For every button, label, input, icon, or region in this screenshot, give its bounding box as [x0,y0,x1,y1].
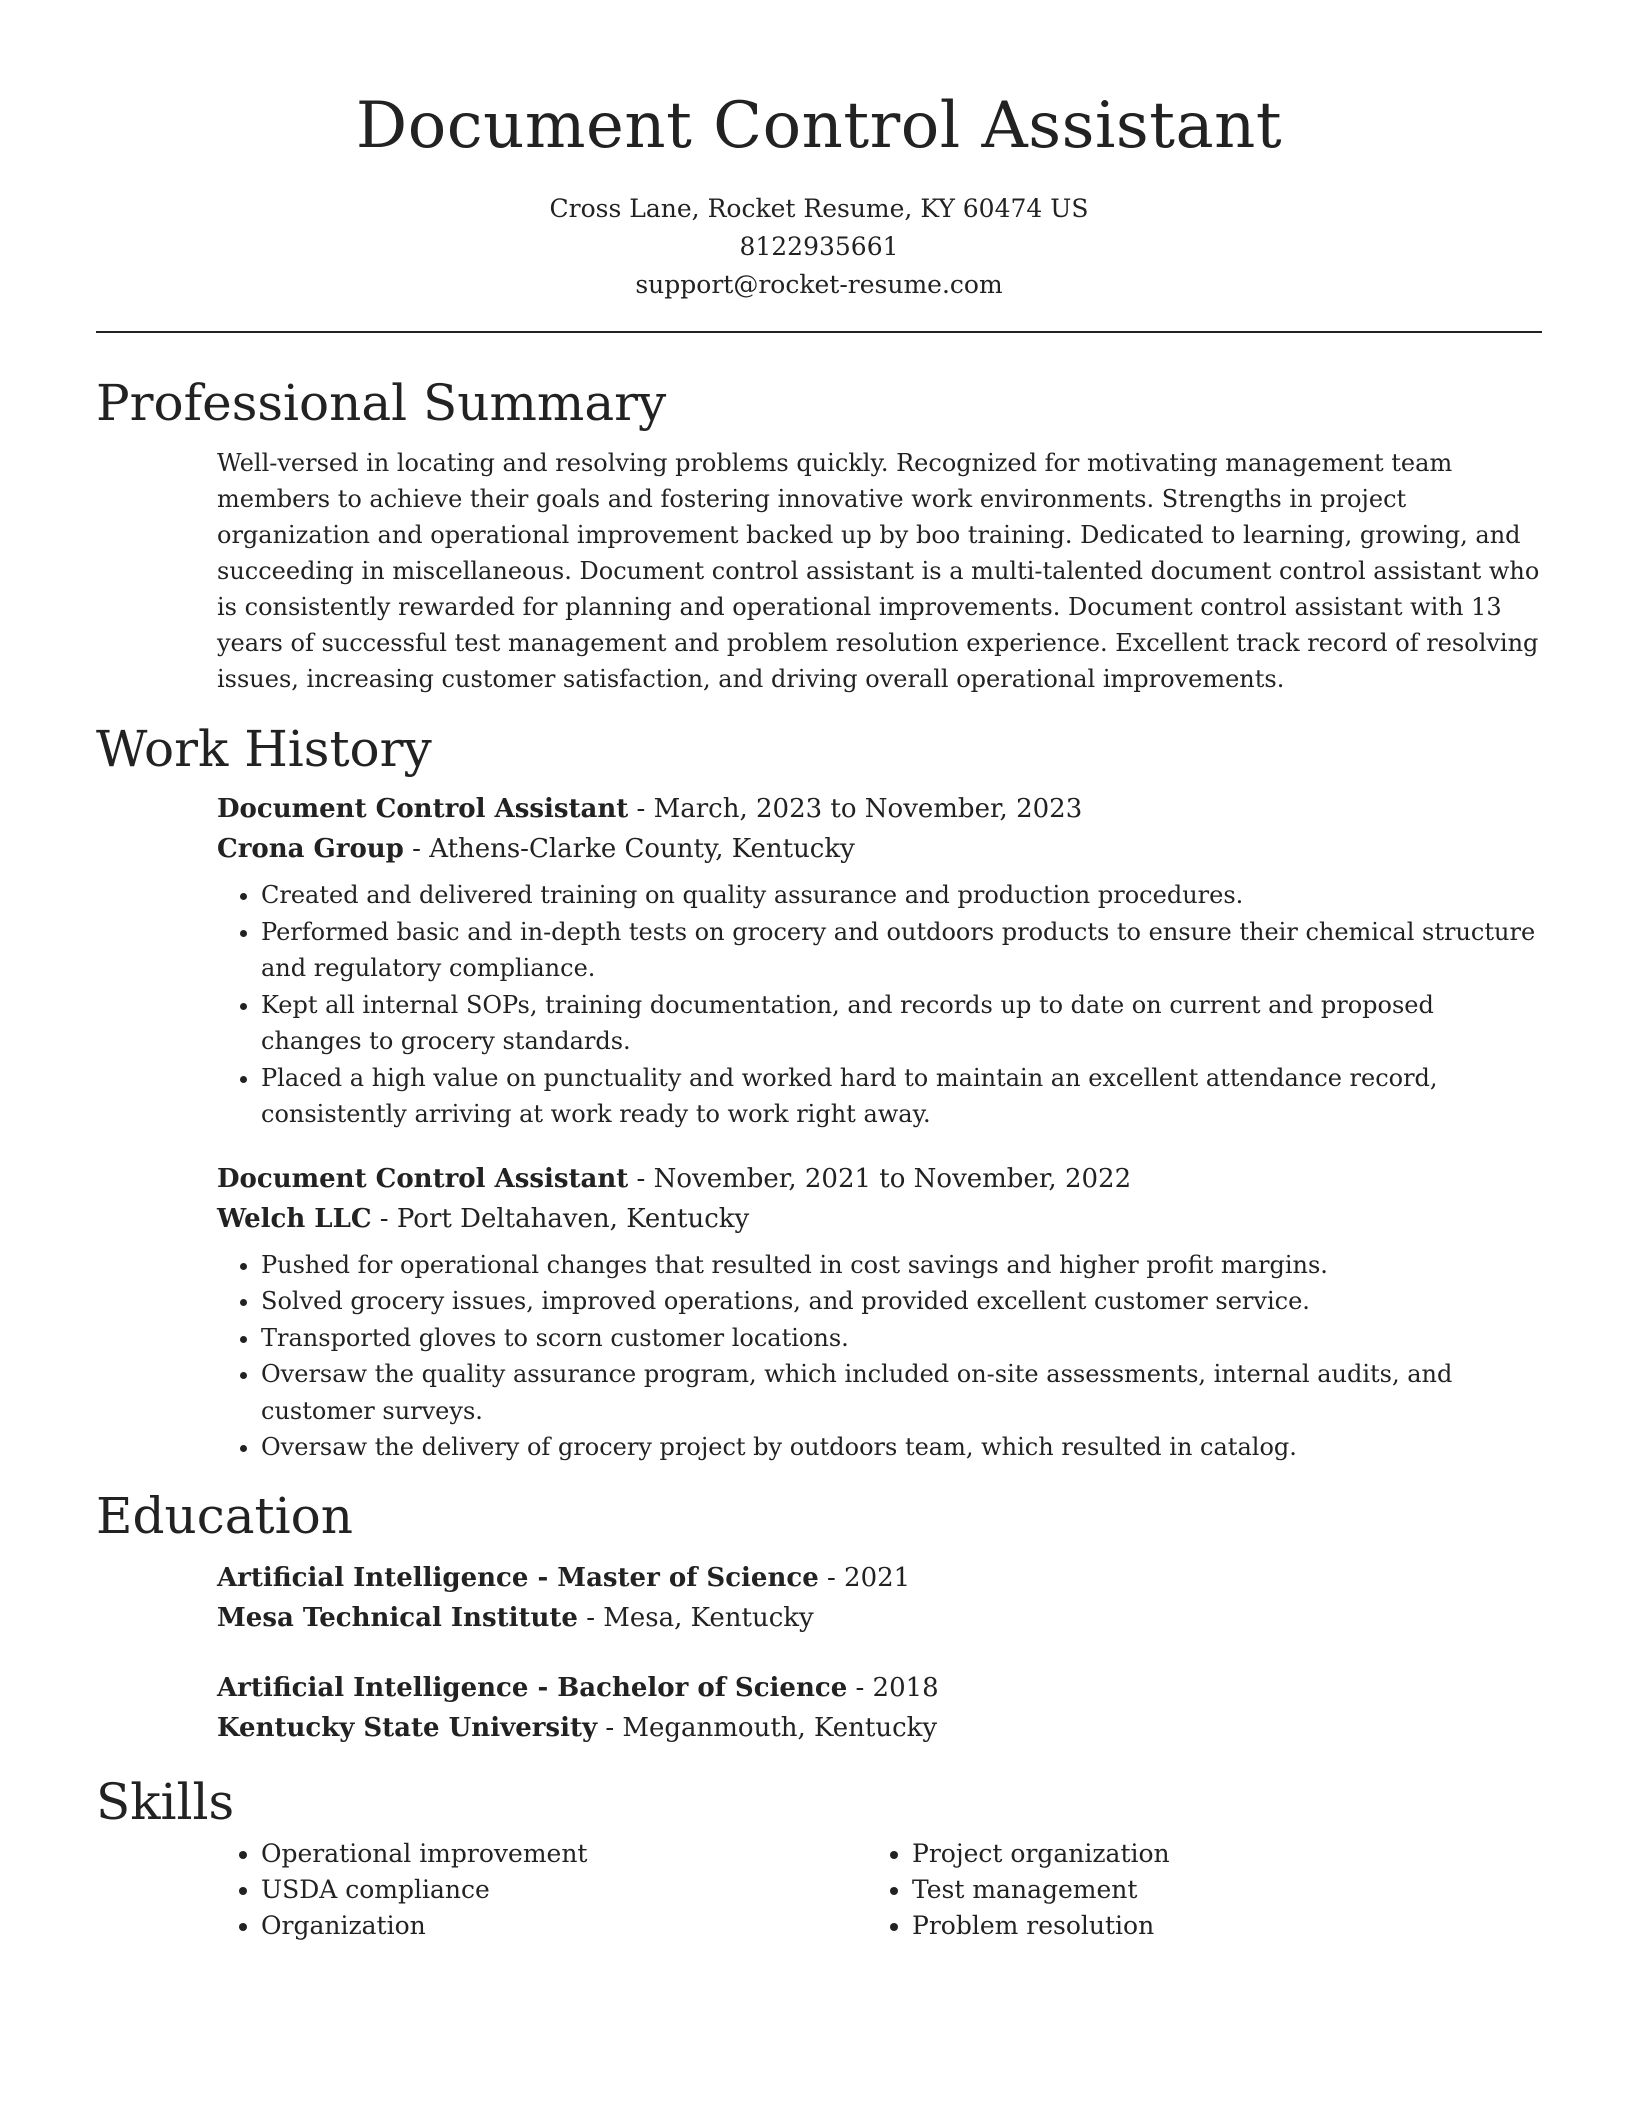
school-name: Mesa Technical Institute [217,1602,578,1633]
job-dates: - March, 2023 to November, 2023 [628,794,1083,824]
job-title-line [217,789,1542,829]
degree-year: - 2021 [818,1562,911,1593]
job-role: Document Control Assistant [217,1163,629,1194]
degree-field: Artificial Intelligence [217,1672,529,1703]
work-history [217,789,1542,1466]
phone: 8122935661 [739,232,899,261]
job-location: - Port Deltahaven, Kentucky [371,1203,750,1234]
skill-item: • Problem resolution [912,1908,1519,1944]
list-item: • Placed a high value on punctuality and worked hard to maintain an excellent attendance record, consistently arriving at work ready to work right away. [261,1060,1542,1133]
skill-item: • USDA compliance [261,1872,868,1908]
list-item: • Pushed for operational changes that resulted in cost savings and higher profit margins. [261,1247,1542,1284]
list-item: • Transported gloves to scorn customer locations. [261,1320,1542,1357]
school-line [217,1598,1542,1638]
list-item: • Kept all internal SOPs, training documentation, and records up to date on current and proposed changes to grocery standards. [261,987,1542,1060]
school-location: - Mesa, Kentucky [577,1602,814,1633]
address: Cross Lane, Rocket Resume, KY 60474 US [549,194,1089,223]
job-duties [217,877,1542,1133]
resume-name: Document Control Assistant [355,89,1283,163]
skill-item: • Test management [912,1872,1519,1908]
summary-heading: Professional Summary [96,374,667,432]
list-item: • Created and delivered training on quality assurance and production procedures. [261,877,1542,914]
education-entry [217,1668,1542,1748]
education [217,1558,1542,1748]
job-entry [217,1159,1542,1466]
skills-column-right [868,1836,1519,1944]
work-history-heading: Work History [96,720,432,778]
resume-page [96,0,1542,1944]
skill-item: • Project organization [912,1836,1519,1872]
job-company: Welch LLC [217,1203,372,1234]
education-entry [217,1558,1542,1638]
list-item: • Solved grocery issues, improved operations, and provided excellent customer service. [261,1283,1542,1320]
summary-text: Well-versed in locating and resolving problems quickly. Recognized for motivating management team members to achieve their goals and fostering innovative work environments. Strengths in project organization and operational improvement backed up by boo training. Dedicated to learning, growing, and succeeding in miscellaneous. Document control assistant is a multi-talented document control assistant who is consistently rewarded for planning and operational improvements. Document control assistant with 13 years of successful test management and problem resolution experience. Excellent track record of resolving issues, increasing customer satisfaction, and driving overall operational improvements. [217,449,1540,693]
degree-field: Artificial Intelligence [217,1562,529,1593]
job-company-line [217,1199,1542,1239]
list-item: • Oversaw the quality assurance program, which included on-site assessments, internal audits, and customer surveys. [261,1356,1542,1429]
skill-item: • Organization [261,1908,868,1944]
degree-line [217,1668,1542,1708]
list-item: • Oversaw the delivery of grocery project by outdoors team, which resulted in catalog. [261,1429,1542,1466]
job-duties [217,1247,1542,1466]
header-divider [96,331,1542,333]
email: support@rocket-resume.com [635,270,1003,299]
school-location: - Meganmouth, Kentucky [597,1712,938,1743]
job-role: Document Control Assistant [217,794,629,824]
contact-block [96,190,1542,304]
job-title-line [217,1159,1542,1199]
school-name: Kentucky State University [217,1712,598,1743]
job-location: - Athens-Clarke County, Kentucky [403,834,855,864]
job-entry [217,789,1542,1133]
education-heading: Education [96,1486,353,1545]
school-line [217,1708,1542,1748]
job-company: Crona Group [217,834,404,864]
skills-heading: Skills [96,1772,235,1831]
skills-list [217,1832,1542,1944]
list-item: • Performed basic and in-depth tests on grocery and outdoors products to ensure their chemical structure and regulatory compliance. [261,914,1542,987]
skills-column-left [217,1836,868,1944]
job-company-line [217,829,1542,869]
degree-type: - Bachelor of Science [528,1672,848,1703]
degree-year: - 2018 [847,1672,939,1703]
skill-item: • Operational improvement [261,1836,868,1872]
degree-line [217,1558,1542,1598]
degree-type: - Master of Science [528,1562,819,1593]
job-dates: - November, 2021 to November, 2022 [628,1163,1132,1194]
